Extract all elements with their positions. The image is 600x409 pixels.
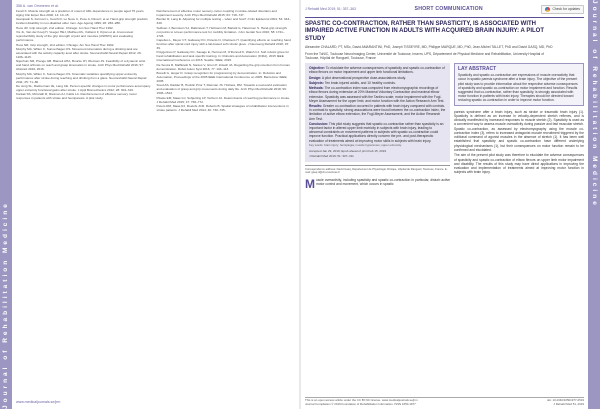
abstract-text: To elucidate the adverse consequences of spasticity and spastic co-contraction of elbow flexors on motor impairment and upper limb functional limitations. <box>309 66 445 75</box>
abstract-paragraph <box>309 66 446 74</box>
abstract-text: This pilot study suggests that spastic co-contraction rather than spasticity is an important factor in altered upper limb motricity in subjects with brain injury, leading to abnormal constraints on movement patterns in subjects with spastic co-contraction could improve function. Practical applications directly concern the pre- and post-therapeutic evaluation of treatments aimed at improving motor skills in subjects with brain injury. <box>309 121 444 143</box>
footer-license: This is an open access article under the CC BY-NC license. www.medicaljournals.se/jrm Journal Compilation © 2019 Foundation of Rehabilitation Information. ISSN 1650-1977 <box>305 398 418 406</box>
reference-item: Murphy MA, Willen C, Sunnerhagen KS. Kinematic variables quantifying upper-extremity performance after stroke during reaching and drinking from a glass. Neurorehabil Neural Repair 2011; 25: 71–80. <box>16 71 147 84</box>
below-abstract <box>305 165 450 191</box>
reference-item: Peters RM, Maas RJ, Roelofs JCR, Roberts B. Spatial strategies of rehabilitation interventions in stroke patients. J Rehabil Med 2014; 46: 730–725. <box>156 104 289 113</box>
reference-column-2 <box>157 10 292 114</box>
citation: J Rehabil Med 2019; 51: 307–311 <box>309 154 354 159</box>
abstract-box <box>305 63 450 162</box>
crossmark-icon <box>545 7 550 12</box>
reference-item: Bentler R, Lang E. Adjusting for multiple testing – when and how? J Clin Epidemiol 2001; 54: 343–349. <box>156 17 291 26</box>
reference-item: Capelles L, Meyer CT, Galloway KC, Polenis N, Chalmers H. Quantifying effects on reaching hand function after spinal cord injury with a lab-based soft robotic glove. J Neuroeng Rehabil 2018; 15: 39. <box>156 38 291 50</box>
lay-abstract-box <box>454 63 584 105</box>
journal-reference: J Rehabil Med 2019; 51: 357–363 <box>305 7 356 11</box>
abstract-paragraph <box>309 122 446 143</box>
reference-item: Vis JL, Van der Kooij H, Veeger HEJ, Mathieu RL, Vuillerot F, Krpan et al. A test-retest reproducibility study of the grip strength of joint and muscles (ASPRO) and evaluating performance. <box>16 30 134 43</box>
reference-item: Reinforcement of effective motor sensory-motor coupling in stroke-related disorders and impairment severity. Arch Phys Med Rehabil 2015; 63: 718–737. <box>156 9 277 17</box>
article <box>305 0 584 409</box>
body-paragraph: The aim of the present pilot study was therefore to elucidate the adverse consequences of spasticity and spastic co-contraction of elbow flexors on upper limb motor impairment and disability. The results of this study may have direct applications in improving the evaluation and implementation of treatments aimed at improving motor function in subjects with brain injury. <box>454 153 584 175</box>
abstract-label: Subjects: <box>309 80 324 85</box>
intro-text: uscle overactivity, including spasticity and spastic co-contraction in particular, disturb active motor control and movement, which occurs in spastic <box>316 177 450 186</box>
right-side-strip <box>573 0 600 409</box>
page-footer <box>305 397 584 407</box>
reference-item: Nijenhuis SM, Prange GB, Blameit AHA, Buurke JH, Rietman JS. Feasibility of a dynamic wrist and hand orthosis on reach and grasp kinematics in stroke. Arch Phys Med Rehabil 2016; 97: Abstract 2016, 2016. <box>16 59 146 72</box>
left-footer-url[interactable]: www.medicaljournals.se/jrm <box>16 400 61 404</box>
left-column <box>305 63 450 191</box>
reference-item: Ferell K. Muscle strength as a predictor of onset of ADL dependence in people aged 75 years. Aging Clin Exper Res 2002; 14: 10–15. <box>16 9 145 17</box>
reference-item: Sood AS, Radder B, Hucklin Prior T, Rietman JS. Hollows, RM. Towards a real-world estimation and evaluation of grasp and grip movements during daily life. Arch Phys Med Rehabil 2018; 99: 1506–1513. <box>156 83 287 96</box>
lay-abstract-title: LAY ABSTRACT <box>458 66 497 73</box>
reference-item: Pitasie EM, Maas GJ, Sohjerting LP, Verbunt JA. Determinants of reaching performance in stroke. J Rehabil Med 2015; 47: 766–772. <box>156 95 291 104</box>
keywords: Key words: brain injury; hemiplegia; muscle hypertonus; upper extremity. <box>309 142 402 147</box>
body-paragraph: paresis syndrome after a brain injury, such as stroke or traumatic brain injury (1). Spasticity is defined as an increase in velocity-dependent stretch reflexes, and is clinically manifested by increased responses to muscle stretch (2). Spasticity is used as a convenient way to assess muscle overactivity during passive and fast muscular stretch. Spastic co-contraction, as assessed by electromyography using the muscle co-contraction index (3), refers to increased antagonist muscle recruitment triggered by the volitional command of agonist muscles in the absence of stretch (1). It has been well established that spasticity and spastic co-contraction have different underlying physiological mechanisms (1), but their consequences on motor function remain to be confirmed and elucidated. <box>454 109 584 152</box>
left-side-strip <box>0 0 20 409</box>
affiliations: From the ToNIC, Toulouse NeuroImaging Center, Université de Toulouse, Inserm, UPS, Département de Physical Medicine and Rehabilitation, University Hospital of Toulouse, Hôpital de Rangueil, Toulouse, France <box>305 51 544 60</box>
intro-dropcap: M <box>305 176 315 191</box>
abstract-paragraph <box>309 86 446 103</box>
left-strip-journal-name: Journal of Rehabilitation Medicine <box>2 201 9 409</box>
correspondence: Correspondence address: David Gasq, Département de Physiologie Clinique, Hôpital de Rangueil, Toulouse, France. E-mail: gasq.d@chu-toulouse.fr <box>305 165 450 174</box>
abstract-paragraph <box>309 76 446 80</box>
footer-doi: doi: 10.2340/16501977-2519 J Rehabil Med 51, 2019 <box>547 398 584 406</box>
reference-item: De Jong SL, Rietberman JE, Lang CE. Person-specific changes in motor performance accompany upper extremity functional gains after stroke. J Appl Biomechanics 2012; 28: 304–316. <box>16 84 151 92</box>
reference-item: Kantak SS, McGrath R, Rietman AJ, Kaltis LA. Reinforcement of effective sensory motor responses in patients with stroke and hemiparesis. A pilot study. <box>16 92 137 101</box>
reference-item: Giampaoli S, Ferrucci L, Cecchi F, Lo Noce C, Poce A, Dima F, et al. Hand-grip strength predicts incident disability in non-disabled older men. Age Ageing 1999; 28: 283–288. <box>16 17 148 26</box>
reference-list <box>16 10 291 114</box>
abstract-label: Objective: <box>309 66 325 71</box>
check-updates-label: Check for updates <box>552 7 580 11</box>
abstract-label: Methods: <box>309 86 324 91</box>
reference-item: Hess NR, Grip strength, 2nd edition. Chicago: Am Soc Hand Ther 1992. <box>16 42 115 47</box>
reference-item: De Souza R, Maffiuletti N, Santos V, Giron P, Zoladz JA. Regarding the grip retention from human demonstration. Robot Auton Syst 2016; 77: 104–113. <box>156 62 290 71</box>
left-page-header: 356 A. van Ommeren et al. <box>16 4 59 8</box>
check-updates-button[interactable] <box>541 5 584 14</box>
section-label: SHORT COMMUNICATION <box>414 6 483 12</box>
reference-item: Hess JR. Grip strength. 2nd edition. Chicago: Am Soc Hand Ther 1992. <box>16 25 114 30</box>
article-title: SPASTIC CO-CONTRACTION, RATHER THAN SPASTICITY, IS ASSOCIATED WITH IMPAIRED ACTIVE FUNCTION IN ADULTS WITH ACQUIRED BRAIN INJURY: A PILOT STUDY <box>305 21 544 42</box>
right-page <box>301 0 600 409</box>
abstract-label: Results: <box>309 104 323 109</box>
abstract-label: Design: <box>309 75 322 80</box>
article-top-bar <box>305 2 584 16</box>
right-strip-abbr: JRM <box>573 380 583 397</box>
abstract-text: Greater co-contraction occurred in patients with brain injury compared with controls. In contrast to spasticity, strong associations were found between the co-contraction index, the limitation of active elbow extension, the Fugl-Meyer Assessment, and the Action Research Arm Test. <box>309 104 446 121</box>
right-strip-journal-name: Journal of Rehabilitation Medicine <box>591 0 598 208</box>
abstract-paragraph <box>309 104 446 121</box>
reference-item: Sullivan J, Bernstein SJ, Rabinstein T, Hellmann M, Bariatti G, Halvorsen S. Hand-grip strength: cut points to screen performance test for mobility limitation. J Am Geriatr Soc 2010; 58: 1721–1726. <box>156 25 288 38</box>
reference-item: Murphy MA, Willen C, Sunnerhagen KS. Movement kinematics during a drinking task are associated with the activity capacity level after stroke. Neurorehabil Neural Repair 2012; 26: 1106–1115. <box>16 47 142 59</box>
author-list: Alexandre CHALARD, PT, MSc, David AMARANTINI, PhD, Joseph TISSEYRE, MD, Philippe MARQUE, MD, PhD, Jean-Michel TALLET, PhD and David GASQ, MD, PhD <box>305 45 553 50</box>
lay-abstract-text: Spasticity and spastic co-contraction are expressions of muscle overactivity that occur in spastic paresis syndrome after a brain injury. The objective of the present pilot study was to provide information about the respective adverse consequences of spasticity and spastic co-contraction on motor impairment and function. Results suggested that co-contraction, rather than spasticity, is strongly associated with motor function in patients with brain injury. Therapies should be directed toward reducing spastic co-contraction in order to improve motor function. <box>458 73 578 103</box>
left-strip-abbr: JRM <box>11 375 20 392</box>
left-page <box>0 0 299 409</box>
right-column <box>454 63 584 188</box>
article-columns <box>305 63 584 191</box>
header-rule <box>305 17 584 18</box>
reference-item: Bonelli G, Ianger D. Grasp recognition for programming by demonstration. In: Robotics and Automation, Proceedings of the 2005 IEEE International Conference on 2005. Barcelona: IEEE; 2005. <box>156 71 288 83</box>
body-text <box>454 110 584 175</box>
introduction <box>305 176 450 191</box>
accepted-date: Accepted Jan 29, 2019; Epub ahead of print Feb 15, 2019 <box>309 148 387 153</box>
reference-item: Polygerinos P, Galloway KC, Savage E, Herman M, O'Donnell K, Walsh CJ. Soft robotic glove for hand rehabilitation and task specific training. In: Robotics and Automation (ICRA), 2015 IEEE International Conference on 2015. Seattle: IEEE; 2015. <box>156 50 290 63</box>
abstract-text: The co-contraction index was computed from electromyographic recordings of elbow flexors during extension at 20% Maximal Voluntary Contraction and maximal elbow extension. Spasticity was assessed with the Tardieu scale; motor impairment with the Fugl-Meyer Assessment for the upper limb, and motor function with the Action Research Arm Test. <box>309 86 445 103</box>
abstract-label: Conclusion: <box>309 121 329 126</box>
abstract-text: Ten brain-injured adults, and 10 healthy controls. <box>323 80 396 85</box>
abstract-paragraph <box>309 81 446 85</box>
abstract-paragraphs <box>309 66 446 143</box>
abstract-text: A pilot observational prospective dose-associations study. <box>321 75 406 80</box>
reference-column-1 <box>16 10 151 114</box>
